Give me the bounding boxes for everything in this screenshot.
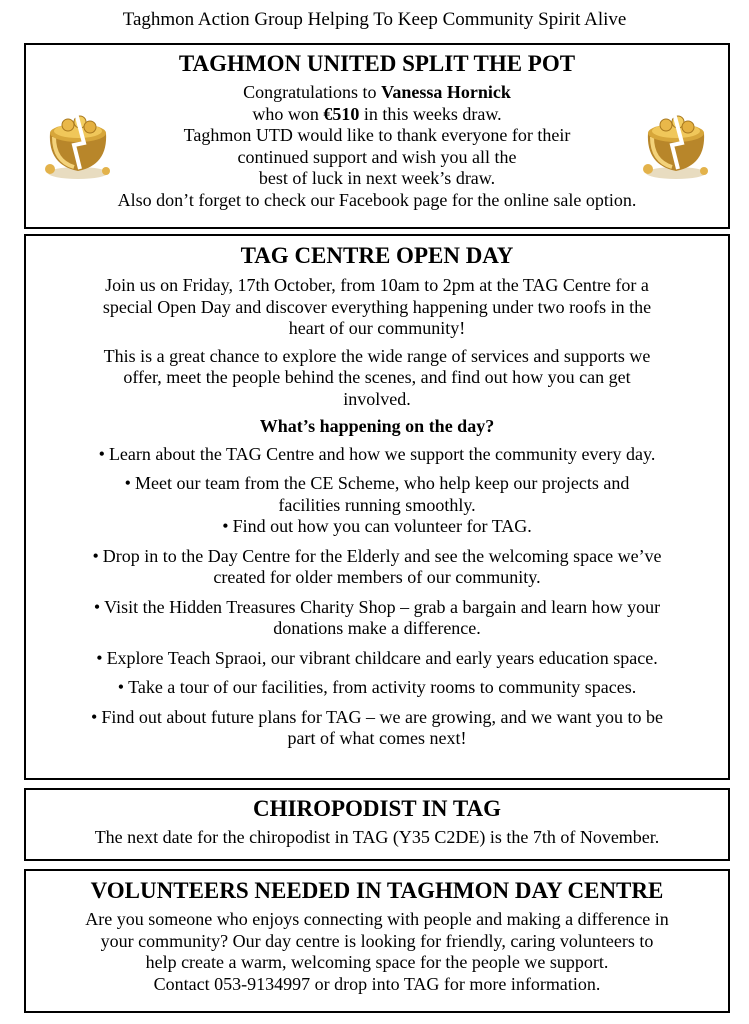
intro-line: heart of our community! xyxy=(288,318,466,338)
activities-list xyxy=(26,444,728,750)
split-pot-title: TAGHMON UNITED SPLIT THE POT xyxy=(178,51,576,76)
page-header: Taghmon Action Group Helping To Keep Community Spirit Alive xyxy=(122,9,627,30)
bullet-icon: • xyxy=(117,677,125,697)
subheading: What’s happening on the day? xyxy=(259,416,495,436)
list-item xyxy=(26,648,728,670)
list-item-text: Meet our team from the CE Scheme, who help keep our projects and xyxy=(134,473,630,493)
congrats-prefix: Congratulations to xyxy=(243,82,382,102)
list-item xyxy=(26,677,728,699)
chiropodist-text: The next date for the chiropodist in TAG (Y35 C2DE) is the 7th of November. xyxy=(94,827,660,847)
chiropodist-title: CHIROPODIST IN TAG xyxy=(253,796,501,821)
volunteers-section xyxy=(24,869,730,1013)
list-item xyxy=(26,707,728,750)
bullet-icon: • xyxy=(222,516,229,536)
volunteers-title: VOLUNTEERS NEEDED IN TAGHMON DAY CENTRE xyxy=(90,878,664,903)
bullet-icon: • xyxy=(96,647,103,668)
list-item-text: Find out how you can volunteer for TAG. xyxy=(232,516,532,536)
volunteers-line: Are you someone who enjoys connecting with people and making a difference in xyxy=(85,909,669,929)
list-item xyxy=(26,546,728,589)
list-item-text: Drop in to the Day Centre for the Elderly and see the welcoming space we’ve xyxy=(102,545,662,566)
chiropodist-section xyxy=(24,788,730,861)
luck-line: best of luck in next week’s draw. xyxy=(258,168,496,188)
bullet-icon: • xyxy=(93,596,101,617)
list-item-text: created for older members of our community. xyxy=(213,567,541,587)
bullet-icon: • xyxy=(92,545,99,566)
list-item-text: Take a tour of our facilities, from activity rooms to community spaces. xyxy=(128,677,637,697)
list-item xyxy=(26,597,728,640)
list-item-text: Visit the Hidden Treasures Charity Shop – grab a bargain and learn how your xyxy=(104,596,661,617)
volunteers-line: your community? Our day centre is looking for friendly, caring volunteers to xyxy=(100,930,654,951)
split-the-pot-section xyxy=(24,43,730,229)
winner-name: Vanessa Hornick xyxy=(381,82,511,102)
bullet-icon: • xyxy=(124,473,131,493)
facebook-line: Also don’t forget to check our Facebook page for the online sale option. xyxy=(117,189,637,210)
bullet-icon: • xyxy=(91,706,98,727)
list-item-text: part of what comes next! xyxy=(287,728,467,748)
list-item xyxy=(26,516,728,538)
thanks-line: Taghmon UTD would like to thank everyone for their xyxy=(183,125,571,145)
contact-line: Contact 053-9134997 or drop into TAG for more information. xyxy=(153,973,601,994)
support-line: continued support and wish you all the xyxy=(237,146,517,167)
list-item-text: Learn about the TAG Centre and how we support the community every day. xyxy=(108,443,656,464)
intro-line: special Open Day and discover everything happening under two roofs in the xyxy=(102,296,652,317)
list-item xyxy=(26,473,728,516)
intro-line: Join us on Friday, 17th October, from 10am to 2pm at the TAG Centre for a xyxy=(105,275,649,295)
congrats-line xyxy=(26,82,728,104)
list-item-text: donations make a difference. xyxy=(273,618,481,638)
paragraph-line: involved. xyxy=(343,388,411,409)
gold-pot-icon xyxy=(40,103,116,181)
amount-line xyxy=(26,104,728,126)
paragraph-line: offer, meet the people behind the scenes, and find out how you can get xyxy=(123,367,631,387)
bullet-icon: • xyxy=(98,443,105,464)
list-item-text: Find out about future plans for TAG – we are growing, and we want you to be xyxy=(101,706,663,727)
amount-prefix: who won xyxy=(252,103,324,124)
amount-suffix: in this weeks draw. xyxy=(359,103,502,124)
volunteers-line: help create a warm, welcoming space for the people we support. xyxy=(145,952,609,972)
prize-amount: €510 xyxy=(323,103,360,124)
open-day-title: TAG CENTRE OPEN DAY xyxy=(240,243,514,268)
list-item-text: facilities running smoothly. xyxy=(278,494,476,515)
list-item xyxy=(26,444,728,466)
paragraph-line: This is a great chance to explore the wide range of services and supports we xyxy=(103,345,651,366)
gold-pot-icon xyxy=(638,103,714,181)
open-day-section xyxy=(24,234,730,780)
list-item-text: Explore Teach Spraoi, our vibrant childcare and early years education space. xyxy=(106,647,658,668)
